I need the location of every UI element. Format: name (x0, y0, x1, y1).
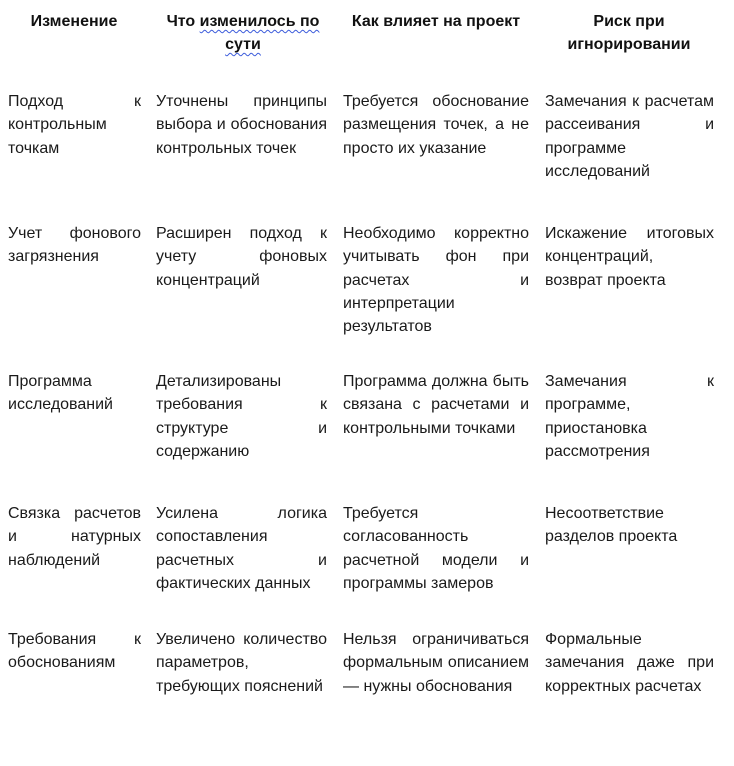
table-cell-essence: Уточнены принципы выбора и обоснования контрольных точек (156, 93, 327, 157)
table-cell-essence: Увеличено количество параметров, требующих пояснений (156, 631, 327, 695)
table-cell-risk: Формальные замечания даже при корректных расчетах (545, 631, 714, 695)
table-cell-impact: Программа должна быть связана с расчетами и контрольными точками (343, 373, 529, 437)
header-impact: Как влияет на проект (351, 13, 521, 30)
header-risk: Риск при игнорировании (567, 13, 691, 53)
table-cell-change: Связка расчетов и натурных наблюдений (8, 505, 141, 569)
table-cell-essence: Расширен подход к учету фоновых концентраций (156, 225, 327, 289)
header-essence (150, 10, 336, 56)
table-cell-impact: Требуется согласованность расчетной модели и программы замеров (343, 505, 529, 592)
header-change: Изменение (30, 13, 118, 30)
header-essence-squiggle1: изменилось по (199, 13, 320, 30)
table-cell-risk: Замечания к расчетам рассеивания и программе исследований (545, 93, 714, 180)
table-cell-impact: Требуется обоснование размещения точек, а не просто их указание (343, 93, 529, 157)
table-cell-impact: Нельзя ограничиваться формальным описанием — нужны обоснования (343, 631, 529, 695)
table-cell-change: Требования к обоснованиям (8, 631, 141, 672)
table-cell-change: Учет фонового загрязнения (8, 225, 141, 266)
table-cell-change: Программа исследований (8, 373, 113, 414)
header-essence-part1: Что (166, 13, 200, 30)
header-essence-squiggle2: сути (225, 36, 261, 53)
table-cell-essence: Усилена логика сопоставления расчетных и фактических данных (156, 505, 327, 592)
table-cell-change: Подход к контрольным точкам (8, 93, 141, 157)
table-cell-essence: Детализированы требования к структуре и содержанию (156, 373, 327, 460)
table-cell-risk: Несоответствие разделов проекта (545, 505, 678, 546)
table-cell-risk: Искажение итоговых концентраций, возврат проекта (545, 225, 714, 289)
table-cell-risk: Замечания к программе, приостановка рассмотрения (545, 373, 714, 460)
table-cell-impact: Необходимо корректно учитывать фон при расчетах и интерпретации результатов (343, 225, 529, 336)
